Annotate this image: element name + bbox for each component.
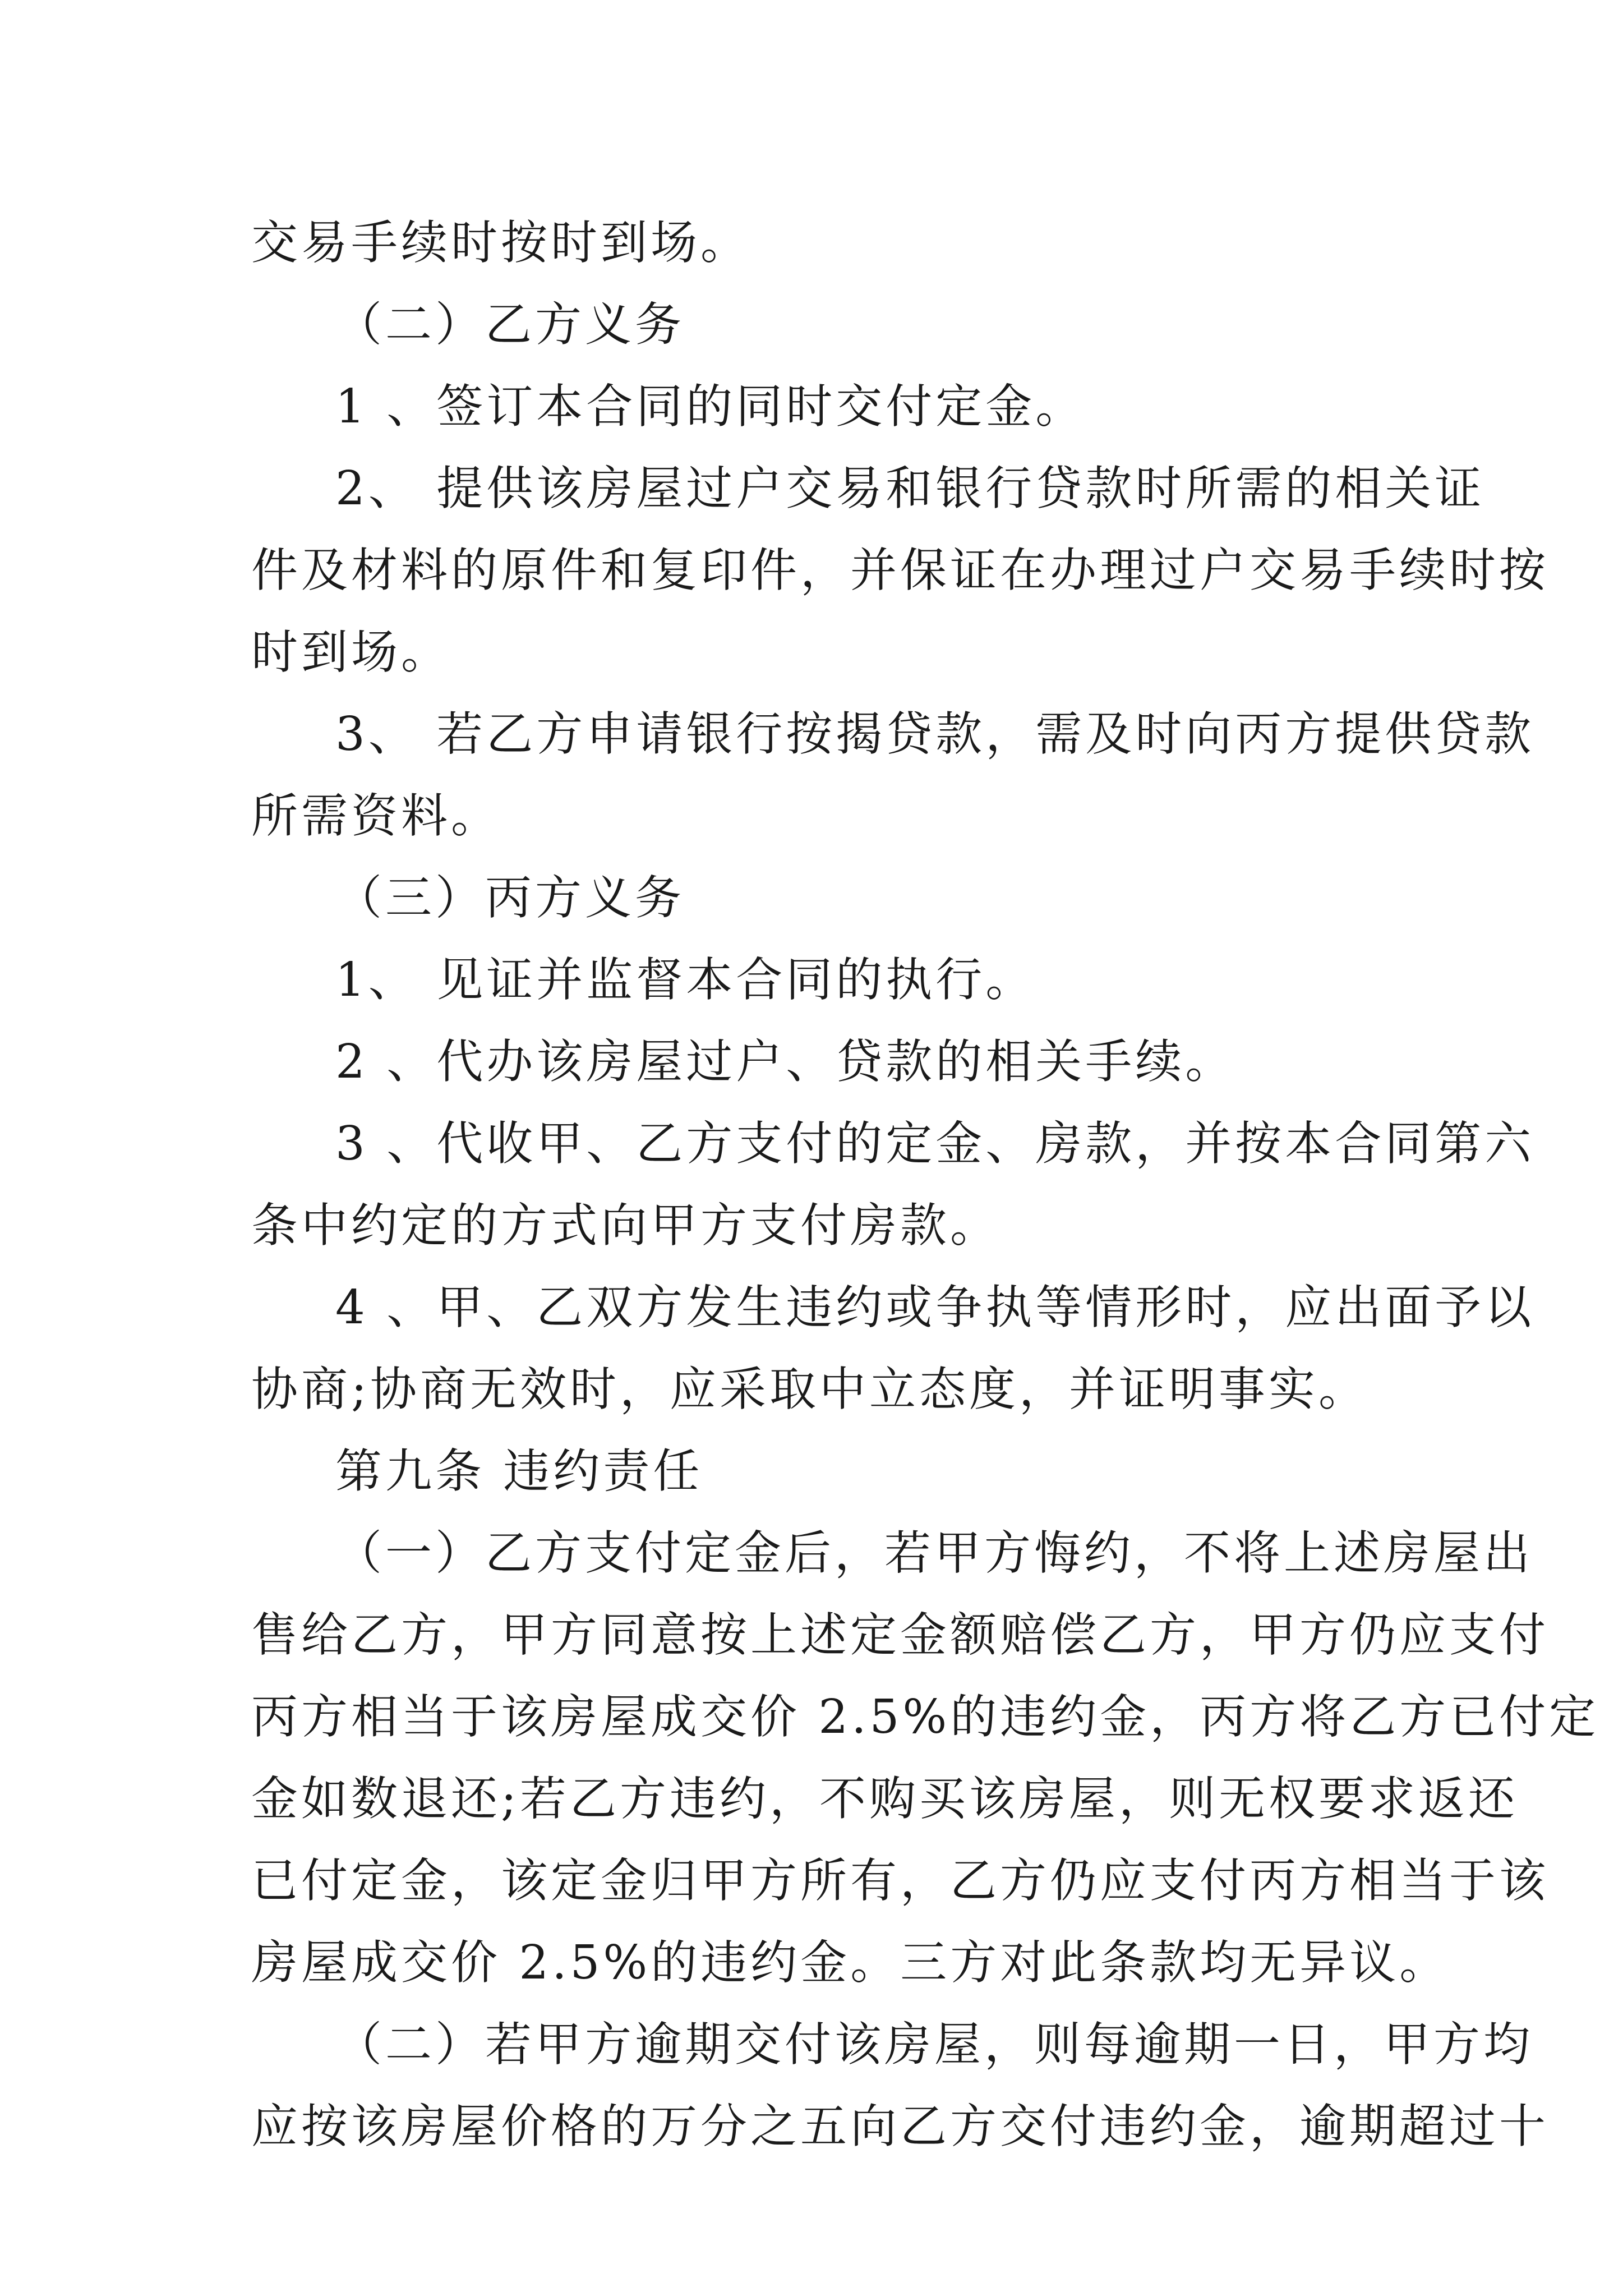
text-line: 4 、甲、乙双方发生违约或争执等情形时，应出面予以 [335, 1280, 1535, 1335]
text-line: 丙方相当于该房屋成交价 2.5%的违约金，丙方将乙方已付定 [251, 1690, 1599, 1744]
text-line: 件及材料的原件和复印件，并保证在办理过户交易手续时按 [251, 543, 1549, 597]
text-line: 3、 若乙方申请银行按揭贷款，需及时向丙方提供贷款 [335, 707, 1535, 761]
text-line: 3 、代收甲、乙方支付的定金、房款，并按本合同第六 [335, 1116, 1535, 1171]
text-line: 金如数退还;若乙方违约，不购买该房屋，则无权要求返还 [251, 1772, 1518, 1826]
document-body [251, 202, 1599, 2168]
text-line: 1、 见证并监督本合同的执行。 [335, 953, 1036, 1007]
text-line: （三）丙方义务 [335, 871, 685, 925]
text-line: 条中约定的方式向甲方支付房款。 [251, 1198, 1000, 1253]
text-line: （二）乙方义务 [335, 297, 685, 352]
text-line: 协商;协商无效时，应采取中立态度，并证明事实。 [251, 1362, 1368, 1416]
text-line: 2、 提供该房屋过户交易和银行贷款时所需的相关证 [335, 461, 1485, 516]
text-line: 第九条 违约责任 [335, 1444, 703, 1498]
text-line: （一）乙方支付定金后，若甲方悔约，不将上述房屋出 [335, 1526, 1533, 1580]
text-line: （二）若甲方逾期交付该房屋，则每逾期一日，甲方均 [335, 2017, 1533, 2072]
text-line: 2 、代办该房屋过户、贷款的相关手续。 [335, 1034, 1235, 1089]
text-line: 1 、签订本合同的同时交付定金。 [335, 379, 1086, 434]
text-line: 售给乙方，甲方同意按上述定金额赔偿乙方，甲方仍应支付 [251, 1608, 1549, 1662]
text-line: 应按该房屋价格的万分之五向乙方交付违约金，逾期超过十 [251, 2099, 1549, 2154]
text-line: 时到场。 [251, 625, 451, 679]
text-line: 交易手续时按时到场。 [251, 215, 750, 270]
text-line: 所需资料。 [251, 789, 501, 843]
text-line: 房屋成交价 2.5%的违约金。三方对此条款均无异议。 [251, 1935, 1450, 1990]
text-line: 已付定金，该定金归甲方所有，乙方仍应支付丙方相当于该 [251, 1853, 1549, 1908]
